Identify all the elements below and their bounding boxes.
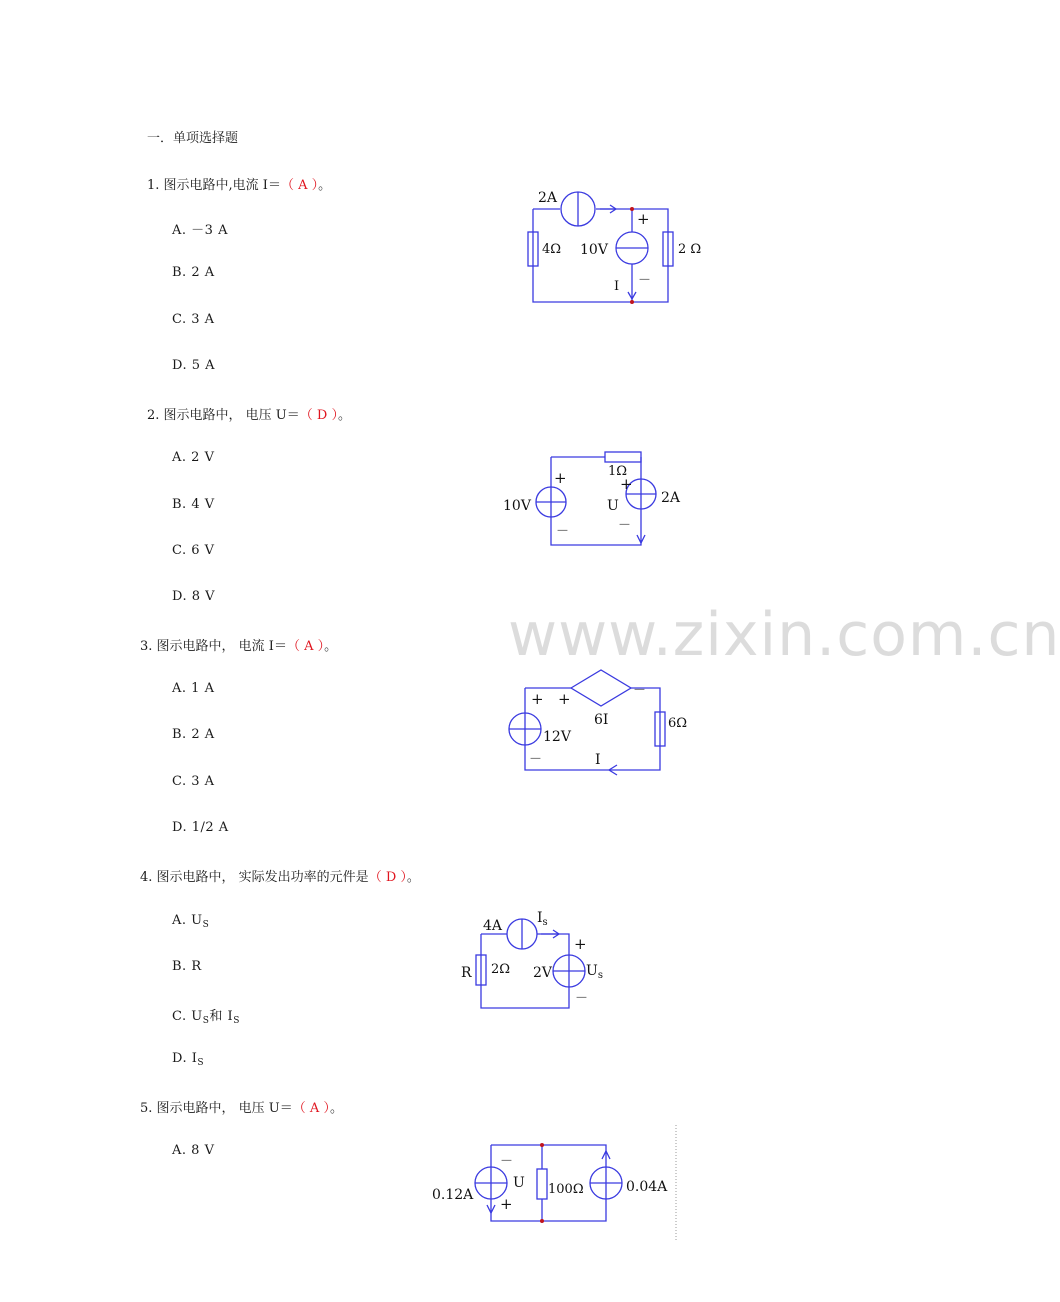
circuit-diagram-2 bbox=[498, 445, 698, 555]
label-voltage-u: U bbox=[607, 498, 619, 514]
question-end: 。 bbox=[406, 870, 420, 885]
minus-sign: － bbox=[638, 273, 652, 288]
option-letter: B. bbox=[172, 265, 187, 280]
option-letter: D. bbox=[172, 358, 188, 373]
watermark: www.zixin.com.cn bbox=[508, 600, 1060, 670]
answer-mark: （ A ） bbox=[292, 1101, 330, 1116]
option-letter: D. bbox=[172, 820, 188, 835]
question-number: 4. bbox=[140, 870, 153, 885]
option-a bbox=[172, 450, 214, 465]
question-5-stem bbox=[140, 1097, 343, 1116]
option-letter: A. bbox=[172, 913, 187, 928]
option-text: 3 A bbox=[191, 312, 215, 327]
minus-sign: － bbox=[633, 683, 647, 698]
label-current-i: I bbox=[595, 752, 601, 768]
minus-sign: － bbox=[529, 752, 543, 767]
option-d bbox=[172, 589, 215, 604]
label-1ohm: 1Ω bbox=[608, 464, 628, 479]
option-text: 和 I bbox=[209, 1009, 234, 1024]
question-3-stem bbox=[140, 635, 337, 654]
minus-sign: － bbox=[556, 524, 570, 539]
option-c bbox=[172, 543, 215, 558]
minus-sign: － bbox=[618, 518, 632, 533]
label-4a: 4A bbox=[483, 918, 503, 934]
option-d bbox=[172, 358, 215, 373]
option-a bbox=[172, 681, 214, 696]
option-a bbox=[172, 1143, 214, 1158]
label-2ohm: 2Ω bbox=[491, 962, 511, 977]
section-title: 一．单项选择题 bbox=[147, 131, 239, 146]
option-d bbox=[172, 1051, 204, 1068]
question-text: 图示电路中,电流 I＝ bbox=[163, 178, 281, 193]
answer-mark: （ D ） bbox=[299, 408, 338, 423]
question-number: 1. bbox=[147, 178, 160, 193]
label-10v: 10V bbox=[580, 242, 608, 258]
option-text: 2 A bbox=[191, 727, 215, 742]
question-4-stem bbox=[140, 866, 420, 885]
label-0-12a: 0.12A bbox=[432, 1187, 474, 1203]
question-text: 图示电路中， 电压 U＝ bbox=[163, 408, 300, 423]
plus-sign: + bbox=[637, 210, 650, 228]
question-2-stem bbox=[147, 404, 351, 423]
label-is: $I_s$ bbox=[537, 910, 548, 928]
option-letter: C. bbox=[172, 312, 187, 327]
option-text: I bbox=[191, 1051, 198, 1066]
option-c bbox=[172, 1005, 240, 1026]
question-text: 图示电路中， 电压 U＝ bbox=[156, 1101, 293, 1116]
question-end: 。 bbox=[329, 1101, 343, 1116]
option-subscript: S bbox=[202, 920, 210, 930]
plus-sign: + bbox=[554, 469, 567, 487]
label-10v: 10V bbox=[503, 498, 531, 514]
option-letter: C. bbox=[172, 774, 187, 789]
option-text: 4 V bbox=[191, 497, 215, 512]
answer-mark: （ A ） bbox=[280, 178, 319, 193]
label-100ohm: 100Ω bbox=[548, 1182, 584, 1197]
question-number: 3. bbox=[140, 639, 153, 654]
option-b bbox=[172, 959, 202, 974]
option-letter: B. bbox=[172, 959, 187, 974]
label-2v: 2V bbox=[533, 965, 553, 981]
option-text: －3 A bbox=[191, 223, 228, 238]
minus-sign: － bbox=[500, 1154, 514, 1169]
question-1-stem bbox=[147, 174, 331, 193]
option-text: 3 A bbox=[191, 774, 215, 789]
option-text: R bbox=[191, 959, 202, 974]
label-6i: 6I bbox=[594, 712, 609, 728]
option-b bbox=[172, 497, 215, 512]
circuit-diagram-5 bbox=[428, 1135, 688, 1235]
label-12v: 12V bbox=[543, 729, 571, 745]
option-text: U bbox=[191, 1009, 203, 1024]
option-letter: D. bbox=[172, 589, 188, 604]
circuit-diagram-1 bbox=[520, 180, 720, 315]
minus-sign: － bbox=[575, 991, 589, 1006]
plus-sign: + bbox=[574, 935, 587, 953]
option-subscript: S bbox=[233, 1016, 240, 1026]
option-letter: A. bbox=[172, 681, 187, 696]
circuit-diagram-3 bbox=[505, 665, 705, 780]
option-text: U bbox=[191, 913, 203, 928]
option-subscript: S bbox=[202, 1016, 210, 1026]
option-b bbox=[172, 265, 215, 280]
option-text: 2 V bbox=[191, 450, 215, 465]
option-c bbox=[172, 774, 215, 789]
question-end: 。 bbox=[324, 639, 338, 654]
circuit-diagram-4 bbox=[455, 905, 625, 1015]
label-0-04a: 0.04A bbox=[626, 1179, 668, 1195]
label-current-i: I bbox=[614, 279, 620, 294]
option-text: 1/2 A bbox=[191, 820, 229, 835]
label-r: R bbox=[461, 965, 472, 981]
option-text: 1 A bbox=[191, 681, 215, 696]
question-number: 5. bbox=[140, 1101, 153, 1116]
option-letter: A. bbox=[172, 223, 187, 238]
option-b bbox=[172, 727, 215, 742]
option-letter: A. bbox=[172, 450, 187, 465]
question-text: 图示电路中， 实际发出功率的元件是 bbox=[156, 870, 369, 885]
answer-mark: （ D ） bbox=[368, 870, 407, 885]
question-end: 。 bbox=[337, 408, 351, 423]
plus-sign: + bbox=[500, 1195, 513, 1213]
option-letter: B. bbox=[172, 497, 187, 512]
option-letter: C. bbox=[172, 1009, 187, 1024]
plus-sign: + bbox=[558, 690, 571, 708]
label-4ohm: 4Ω bbox=[542, 242, 562, 257]
option-text: 2 A bbox=[191, 265, 215, 280]
option-letter: A. bbox=[172, 1143, 187, 1158]
option-letter: D. bbox=[172, 1051, 188, 1066]
plus-sign: + bbox=[531, 690, 544, 708]
question-text: 图示电路中， 电流 I＝ bbox=[156, 639, 287, 654]
label-voltage-u: U bbox=[513, 1175, 525, 1191]
option-subscript: S bbox=[197, 1058, 205, 1068]
label-us: $U_s$ bbox=[586, 963, 603, 981]
label-2a: 2A bbox=[538, 190, 558, 206]
option-text: 5 A bbox=[191, 358, 216, 373]
option-a bbox=[172, 913, 209, 930]
label-2a: 2A bbox=[661, 490, 681, 506]
option-text: 6 V bbox=[191, 543, 215, 558]
option-c bbox=[172, 312, 215, 327]
label-6ohm: 6Ω bbox=[668, 716, 688, 731]
question-end: 。 bbox=[318, 178, 332, 193]
plus-sign: + bbox=[620, 475, 633, 493]
label-2ohm: 2 Ω bbox=[678, 242, 702, 257]
question-number: 2. bbox=[147, 408, 160, 423]
option-text: 8 V bbox=[191, 1143, 215, 1158]
option-letter: C. bbox=[172, 543, 187, 558]
option-d bbox=[172, 820, 229, 835]
option-letter: B. bbox=[172, 727, 187, 742]
answer-mark: （ A ） bbox=[286, 639, 325, 654]
option-a bbox=[172, 219, 228, 238]
option-text: 8 V bbox=[191, 589, 216, 604]
